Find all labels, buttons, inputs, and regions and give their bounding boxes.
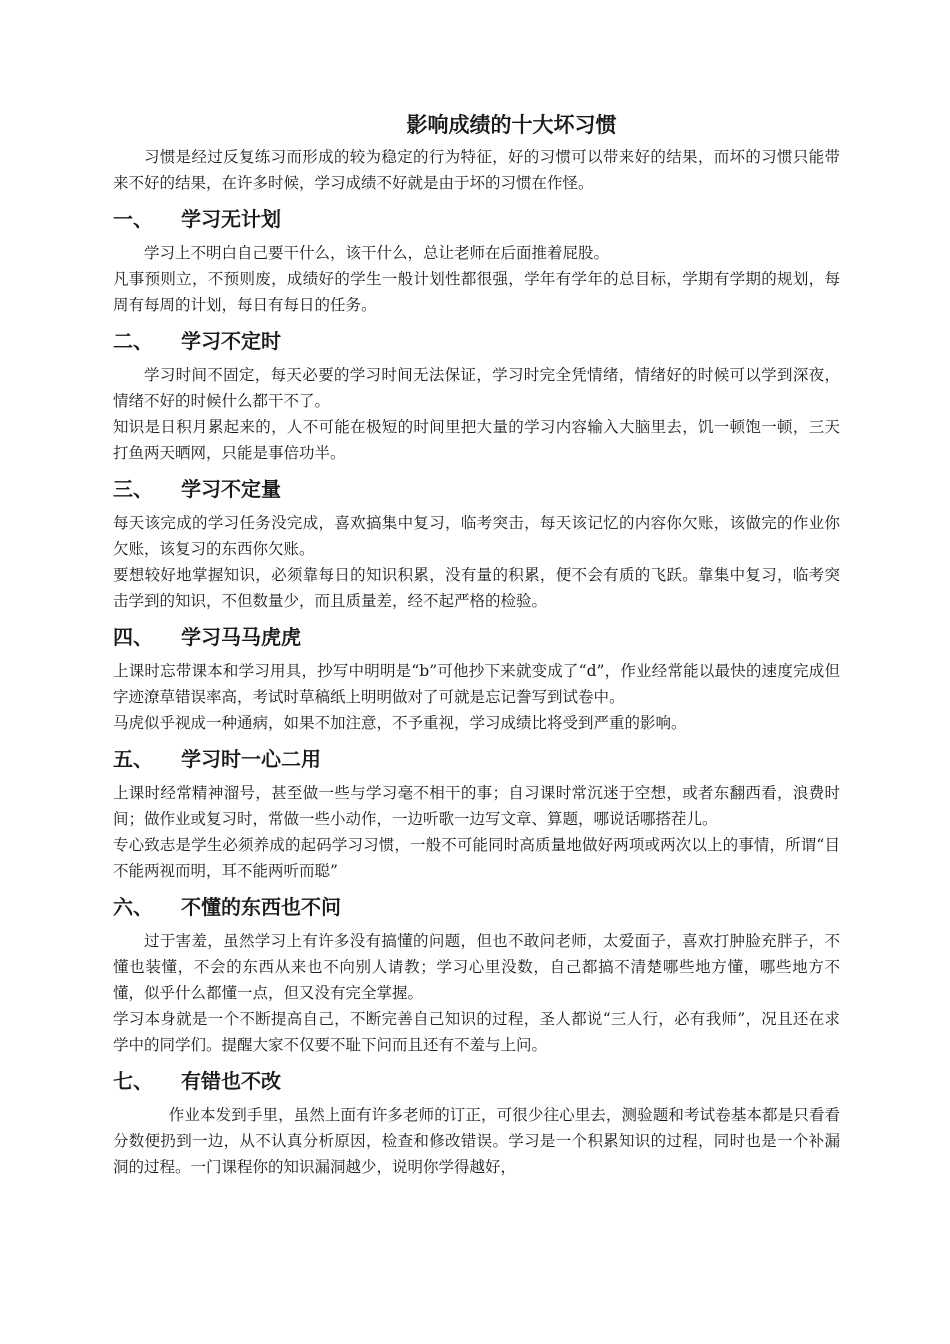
document-page — [113, 110, 840, 1180]
section-heading-6 — [113, 892, 840, 922]
section-6-paragraph-1: 过于害羞，虽然学习上有许多没有搞懂的问题，但也不敢问老师，太爱面子，喜欢打肿脸充胖子，不懂也装懂，不会的东西从来也不向别人请教；学习心里没数，自己都搞不清楚哪些地方懂，哪些地方不懂，似乎什么都懂一点，但又没有完全掌握。 — [113, 932, 840, 1002]
section-1-paragraph-1: 学习上不明白自己要干什么，该干什么，总让老师在后面推着屁股。 — [144, 244, 610, 262]
section-title: 不懂的东西也不问 — [181, 895, 341, 919]
document-title: 影响成绩的十大坏习惯 — [406, 113, 617, 137]
section-4-paragraph-2: 马虎似乎视成一种通病，如果不加注意，不予重视，学习成绩比将受到严重的影响。 — [113, 714, 687, 732]
section-title: 学习时一心二用 — [181, 747, 321, 771]
section-number: 三、 — [113, 477, 153, 501]
section-title: 学习不定时 — [181, 329, 281, 353]
section-6-paragraph-2: 学习本身就是一个不断提高自己，不断完善自己知识的过程，圣人都说“三人行，必有我师”，况且还在求学中的同学们。提醒大家不仅要不耻下问而且还有不羞与上问。 — [113, 1010, 840, 1054]
section-7-paragraph-1: 作业本发到手里，虽然上面有许多老师的订正，可很少往心里去，测验题和考试卷基本都是只看看分数便扔到一边，从不认真分析原因，检查和修改错误。学习是一个积累知识的过程，同时也是一个补漏洞的过程。一门课程你的知识漏洞越少，说明你学得越好， — [113, 1106, 840, 1176]
section-number: 五、 — [113, 747, 153, 771]
section-2-paragraph-2: 知识是日积月累起来的，人不可能在极短的时间里把大量的学习内容输入大脑里去，饥一顿饱一顿，三天打鱼两天晒网，只能是事倍功半。 — [113, 418, 840, 462]
section-heading-4 — [113, 622, 840, 652]
section-title: 学习不定量 — [181, 477, 281, 501]
section-number: 七、 — [113, 1069, 153, 1093]
section-3-paragraph-1: 每天该完成的学习任务没完成，喜欢搞集中复习，临考突击，每天该记忆的内容你欠账，该做完的作业你欠账，该复习的东西你欠账。 — [113, 514, 840, 558]
section-number: 四、 — [113, 625, 153, 649]
section-2-paragraph-1: 学习时间不固定，每天必要的学习时间无法保证，学习时完全凭情绪，情绪好的时候可以学到深夜，情绪不好的时候什么都干不了。 — [113, 366, 840, 410]
section-heading-1 — [113, 204, 840, 234]
section-title: 有错也不改 — [181, 1069, 281, 1093]
section-heading-2 — [113, 326, 840, 356]
section-3-paragraph-2: 要想较好地掌握知识，必须靠每日的知识积累，没有量的积累，便不会有质的飞跃。靠集中复习，临考突击学到的知识，不但数量少，而且质量差，经不起严格的检验。 — [113, 566, 840, 610]
intro-paragraph: 习惯是经过反复练习而形成的较为稳定的行为特征，好的习惯可以带来好的结果，而坏的习惯只能带来不好的结果，在许多时候，学习成绩不好就是由于坏的习惯在作怪。 — [113, 148, 840, 192]
section-5-paragraph-2: 专心致志是学生必须养成的起码学习习惯，一般不可能同时高质量地做好两项或两次以上的事情，所谓“目不能两视而明，耳不能两听而聪” — [113, 836, 840, 880]
section-5-paragraph-1: 上课时经常精神溜号，甚至做一些与学习毫不相干的事；自习课时常沉迷于空想，或者东翻西看，浪费时间；做作业或复习时，常做一些小动作，一边听歌一边写文章、算题，哪说话哪搭茬儿。 — [113, 784, 840, 828]
section-number: 一、 — [113, 207, 153, 231]
section-4-paragraph-1: 上课时忘带课本和学习用具，抄写中明明是“b”可他抄下来就变成了“d”，作业经常能以最快的速度完成但字迹潦草错误率高，考试时草稿纸上明明做对了可就是忘记誊写到试卷中。 — [113, 662, 840, 706]
section-title: 学习无计划 — [181, 207, 281, 231]
section-1-paragraph-2: 凡事预则立，不预则废，成绩好的学生一般计划性都很强，学年有学年的总目标，学期有学期的规划，每周有每周的计划，每日有每日的任务。 — [113, 270, 840, 314]
section-title: 学习马马虎虎 — [181, 625, 301, 649]
section-heading-3 — [113, 474, 840, 504]
section-heading-5 — [113, 744, 840, 774]
section-heading-7 — [113, 1066, 840, 1096]
section-number: 二、 — [113, 329, 153, 353]
section-number: 六、 — [113, 895, 153, 919]
